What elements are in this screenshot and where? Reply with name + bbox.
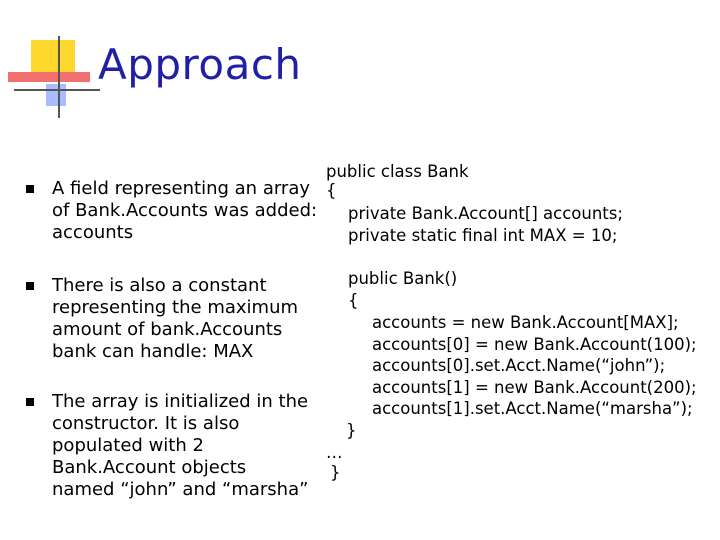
bullet-marker-1: [26, 185, 34, 193]
code-line: accounts[0].set.Acct.Name(“john”);: [372, 356, 666, 375]
code-line: }: [330, 463, 341, 482]
code-line: {: [348, 291, 359, 310]
code-line: }: [346, 421, 357, 440]
code-line: accounts[1].set.Acct.Name(“marsha”);: [372, 399, 693, 418]
code-line: private Bank.Account[] accounts;: [348, 204, 623, 223]
code-line: {: [326, 181, 337, 200]
bullet-text-3: The array is initialized in the constructor. It is also populated with 2 Bank.Account objects named “john” and “marsha”: [52, 391, 309, 500]
slide-title: Approach: [98, 40, 302, 89]
code-line: public Bank(): [348, 269, 458, 288]
code-line: accounts = new Bank.Account[MAX];: [372, 313, 679, 332]
bullet-marker-2: [26, 282, 34, 290]
bullet-marker-3: [26, 398, 34, 406]
logo-red-bar: [8, 72, 90, 82]
code-line: private static final int MAX = 10;: [348, 226, 618, 245]
bullet-text-2: There is also a constant representing the maximum amount of bank.Accounts bank can handle: MAX: [52, 275, 299, 362]
code-line: …: [326, 443, 343, 462]
code-line: accounts[0] = new Bank.Account(100);: [372, 335, 697, 354]
logo-blue-square: [46, 84, 66, 106]
bullet-text-1: A field representing an array of Bank.Accounts was added: accounts: [52, 178, 318, 243]
code-line: accounts[1] = new Bank.Account(200);: [372, 378, 697, 397]
code-line: public class Bank: [326, 162, 469, 181]
